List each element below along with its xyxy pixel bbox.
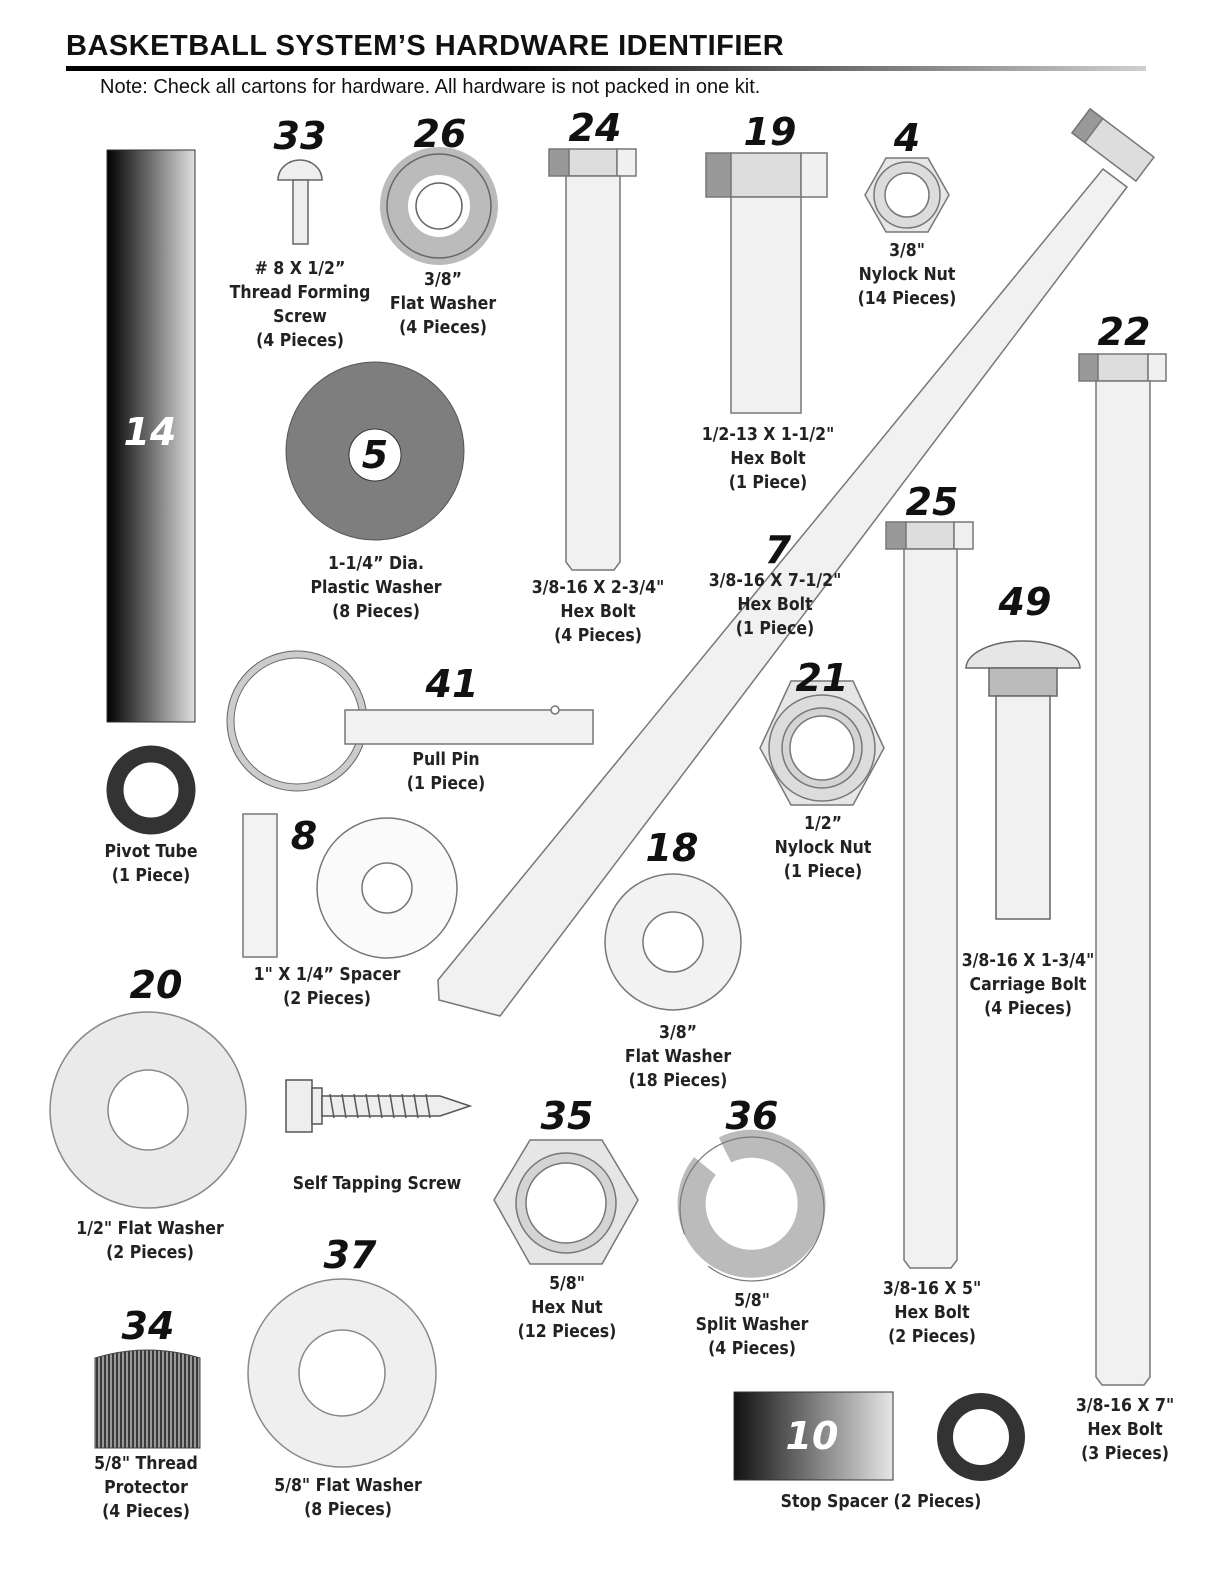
part-number-37: 37 [323,1233,377,1277]
part-label-10: Stop Spacer (2 Pieces) [780,1492,982,1512]
part-label-self-tapping-screw: Self Tapping Screw [292,1174,462,1194]
part-label-18: 3/8” Flat Washer (18 Pieces) [624,1023,732,1091]
part-number-49: 49 [998,580,1052,624]
part-number-41: 41 [425,662,479,706]
spacer-image [243,814,457,958]
part-number-35: 35 [540,1094,594,1138]
flat-washer-20-image [50,1012,246,1208]
part-number-20: 20 [129,963,183,1007]
flat-washer-37-image [248,1279,436,1467]
hex-nut-35-image [494,1140,638,1264]
part-label-26: 3/8” Flat Washer (4 Pieces) [389,270,497,338]
part-number-14: 14 [123,410,177,454]
hex-bolt-19-image [706,153,827,413]
part-label-34: 5/8" Thread Protector (4 Pieces) [94,1454,198,1522]
part-number-5: 5 [361,433,389,477]
part-number-22: 22 [1097,310,1151,354]
part-label-35: 5/8" Hex Nut (12 Pieces) [517,1274,617,1342]
hex-bolt-22-image [1079,354,1166,1385]
nylock-nut-4-image [865,158,949,232]
part-number-8: 8 [290,814,318,858]
part-number-19: 19 [743,110,797,154]
part-label-14: Pivot Tube (1 Piece) [104,842,198,886]
hardware-note: Note: Check all cartons for hardware. All hardware is not packed in one kit. [100,76,761,98]
part-label-19: 1/2-13 X 1-1/2" Hex Bolt (1 Piece) [701,425,835,493]
self-tapping-screw-image [286,1080,470,1132]
part-number-33: 33 [273,114,327,158]
part-label-36: 5/8" Split Washer (4 Pieces) [695,1291,809,1359]
flat-washer-26-image [387,154,491,258]
part-label-25: 3/8-16 X 5" Hex Bolt (2 Pieces) [882,1279,982,1347]
hex-bolt-25-image [886,522,973,1268]
part-label-37: 5/8" Flat Washer (8 Pieces) [274,1476,422,1520]
part-label-49: 3/8-16 X 1-3/4" Carriage Bolt (4 Pieces) [961,951,1095,1019]
hex-bolt-24-image [549,149,636,570]
part-label-22: 3/8-16 X 7" Hex Bolt (3 Pieces) [1075,1396,1175,1464]
carriage-bolt-image [966,641,1080,919]
part-number-18: 18 [645,826,699,870]
part-number-25: 25 [905,480,959,524]
part-number-4: 4 [893,116,921,160]
part-number-36: 36 [725,1094,779,1138]
part-label-7: 3/8-16 X 7-1/2" Hex Bolt (1 Piece) [708,571,842,639]
part-number-26: 26 [413,112,467,156]
part-label-5: 1-1/4” Dia. Plastic Washer (8 Pieces) [310,554,442,622]
part-label-20: 1/2" Flat Washer (2 Pieces) [76,1219,224,1263]
flat-washer-18-image [605,874,741,1010]
split-washer-image [680,1137,824,1281]
part-number-34: 34 [121,1304,175,1348]
part-label-41: Pull Pin (1 Piece) [406,750,486,794]
part-number-7: 7 [764,528,792,572]
pivot-tube-image [107,150,195,826]
part-label-33: # 8 X 1/2” Thread Forming Screw (4 Pieces) [229,259,371,351]
thread-forming-screw-image [278,160,322,244]
thread-protector-image [95,1350,200,1448]
part-label-21: 1/2” Nylock Nut (1 Piece) [774,814,872,882]
part-number-10: 10 [785,1414,839,1458]
part-label-8: 1" X 1/4” Spacer (2 Pieces) [253,965,401,1009]
page-title: BASKETBALL SYSTEM’S HARDWARE IDENTIFIER [66,30,785,62]
part-number-21: 21 [795,656,849,700]
part-label-4: 3/8" Nylock Nut (14 Pieces) [857,241,957,309]
part-label-24: 3/8-16 X 2-3/4" Hex Bolt (4 Pieces) [531,578,665,646]
part-number-24: 24 [568,106,622,150]
stop-spacer-image [734,1392,1017,1480]
